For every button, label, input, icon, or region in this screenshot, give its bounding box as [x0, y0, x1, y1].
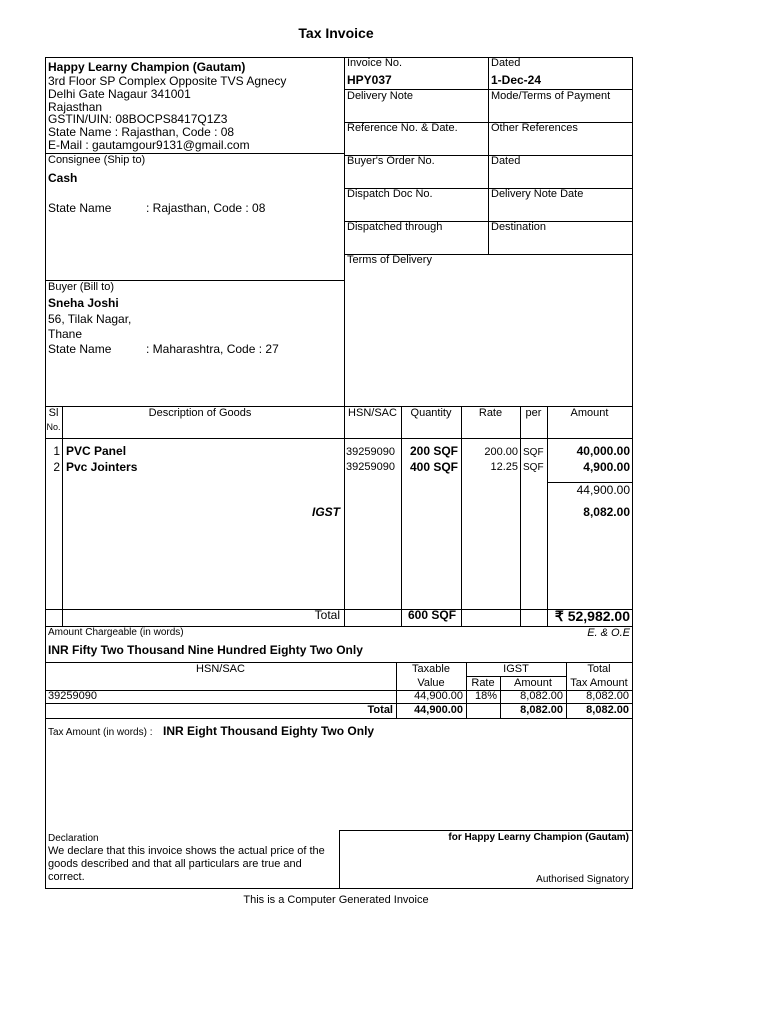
consignee-name: Cash	[48, 171, 78, 185]
col-hsn: HSN/SAC	[348, 407, 397, 419]
tax-total-amount: 8,082.00	[520, 704, 563, 716]
col-amount: Amount	[570, 407, 609, 419]
igst-amount: 8,082.00	[583, 505, 630, 519]
buyer-label: Buyer (Bill to)	[48, 281, 115, 293]
amount-words-value: INR Fifty Two Thousand Nine Hundred Eighty Two Only	[48, 643, 363, 657]
invoice-no-value: HPY037	[347, 73, 392, 87]
row-quantity: 400 SQF	[409, 460, 458, 474]
seller-address-line: 3rd Floor SP Complex Opposite TVS Agnecy	[48, 74, 287, 88]
destination-label: Destination	[491, 221, 547, 233]
delivery-note-label: Delivery Note	[347, 90, 414, 102]
tax-total-header: Total	[587, 663, 611, 675]
seller-email: E-Mail : gautamgour9131@gmail.com	[48, 138, 250, 152]
tax-amount-header: Amount	[514, 677, 552, 689]
invoice-no-label: Invoice No.	[347, 57, 403, 69]
row-description: Pvc Jointers	[66, 460, 138, 474]
tax-value-header: Value	[417, 677, 445, 689]
igst-label: IGST	[311, 505, 340, 519]
tax-total-taxable: 44,900.00	[414, 704, 463, 716]
seller-state: State Name : Rajasthan, Code : 08	[48, 125, 235, 139]
tax-total-total: 8,082.00	[586, 704, 629, 716]
consignee-label: Consignee (Ship to)	[48, 154, 146, 166]
consignee-state-label: State Name	[48, 201, 112, 215]
eoe-label: E. & O.E	[587, 627, 630, 639]
buyer-state-value: : Maharashtra, Code : 27	[146, 342, 279, 356]
row-rate: 200.00	[484, 446, 518, 458]
col-description: Description of Goods	[148, 407, 252, 419]
terms-of-delivery-label: Terms of Delivery	[347, 254, 432, 266]
col-rate: Rate	[478, 407, 503, 419]
dated-label: Dated	[491, 57, 521, 69]
row-per: SQF	[523, 462, 544, 473]
seller-name: Happy Learny Champion (Gautam)	[48, 60, 246, 74]
tax-row-taxable: 44,900.00	[414, 690, 463, 702]
declaration-text: We declare that this invoice shows the actual price of the	[48, 845, 325, 857]
tax-row-amount: 8,082.00	[520, 690, 563, 702]
order-dated-label: Dated	[491, 155, 521, 167]
row-amount: 4,900.00	[583, 460, 630, 474]
tax-words-value: INR Eight Thousand Eighty Two Only	[163, 724, 375, 738]
tax-rate-header: Rate	[471, 677, 495, 689]
tax-total-label: Total	[367, 704, 393, 716]
col-quantity: Quantity	[410, 407, 452, 419]
tax-row-total: 8,082.00	[586, 690, 629, 702]
seller-address-line: Rajasthan	[48, 100, 103, 114]
seller-address-line: Delhi Gate Nagaur 341001	[48, 87, 191, 101]
col-per: per	[525, 407, 542, 419]
tax-row-rate: 18%	[474, 690, 497, 702]
row-hsn: 39259090	[346, 446, 395, 458]
buyers-order-label: Buyer's Order No.	[347, 155, 435, 167]
row-description: PVC Panel	[66, 444, 127, 458]
tax-igst-header: IGST	[503, 663, 529, 675]
buyer-state-label: State Name	[48, 342, 112, 356]
authorised-signatory-label: Authorised Signatory	[536, 874, 629, 885]
consignee-state-value: : Rajasthan, Code : 08	[146, 201, 266, 215]
col-no: No.	[46, 422, 61, 432]
declaration-label: Declaration	[48, 833, 99, 844]
tax-words-label: Tax Amount (in words) :	[48, 727, 153, 738]
total-quantity: 600 SQF	[408, 608, 457, 622]
row-sl: 1	[53, 444, 60, 458]
reference-label: Reference No. & Date.	[347, 122, 458, 134]
buyer-name: Sneha Joshi	[48, 296, 119, 310]
delivery-note-date-label: Delivery Note Date	[491, 188, 584, 200]
total-label: Total	[314, 608, 340, 622]
other-references-label: Other References	[491, 122, 578, 134]
total-amount: ₹ 52,982.00	[554, 608, 630, 624]
row-rate: 12.25	[490, 461, 518, 473]
dispatched-through-label: Dispatched through	[347, 221, 443, 233]
computer-generated-note: This is a Computer Generated Invoice	[243, 894, 429, 906]
declaration-text: goods described and that all particulars are true and	[48, 858, 302, 870]
buyer-address-line: Thane	[48, 327, 83, 341]
buyer-address-line: 56, Tilak Nagar,	[48, 312, 132, 326]
mode-terms-label: Mode/Terms of Payment	[491, 90, 611, 102]
subtotal-amount: 44,900.00	[576, 483, 630, 497]
seller-gstin: GSTIN/UIN: 08BOCPS8417Q1Z3	[48, 112, 228, 126]
tax-hsn-header: HSN/SAC	[196, 663, 245, 675]
row-sl: 2	[53, 460, 60, 474]
row-amount: 40,000.00	[576, 444, 630, 458]
row-hsn: 39259090	[346, 461, 395, 473]
for-company-label: for Happy Learny Champion (Gautam)	[448, 832, 629, 843]
page-title: Tax Invoice	[298, 25, 374, 41]
declaration-text: correct.	[48, 871, 85, 883]
tax-taxable-header: Taxable	[412, 663, 450, 675]
amount-words-label: Amount Chargeable (in words)	[48, 627, 184, 638]
col-sl: Sl	[48, 407, 59, 419]
row-per: SQF	[523, 447, 544, 458]
tax-row-hsn: 39259090	[48, 690, 97, 702]
row-quantity: 200 SQF	[409, 444, 458, 458]
dated-value: 1-Dec-24	[491, 73, 542, 87]
dispatch-doc-label: Dispatch Doc No.	[347, 188, 433, 200]
tax-total-amount-header: Tax Amount	[570, 677, 628, 689]
